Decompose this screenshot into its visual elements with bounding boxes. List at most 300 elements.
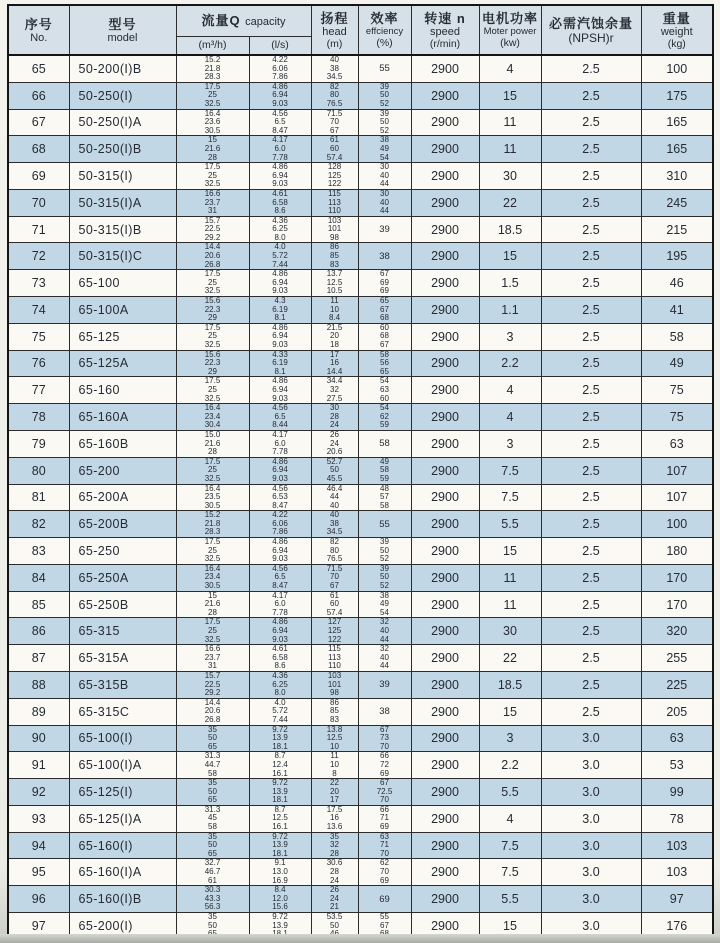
table-row <box>8 216 713 243</box>
table-row <box>8 136 713 163</box>
col-header-model <box>69 5 176 55</box>
col-header-no-zh: 序号 <box>24 16 53 32</box>
row-weight: 176 <box>641 913 713 940</box>
col-header-efficiency-unit: (%) <box>376 37 393 49</box>
row-speed: 2900 <box>411 270 479 297</box>
col-header-head-en: head <box>322 25 347 38</box>
table-row <box>8 189 713 216</box>
row-capacity-ls: 4.61 6.58 8.6 <box>249 645 311 672</box>
row-model: 65-160 <box>69 377 176 404</box>
row-capacity-m3h: 15.6 22.3 29 <box>176 350 249 377</box>
row-efficiency: 30 40 44 <box>358 189 411 216</box>
row-efficiency: 49 58 59 <box>358 457 411 484</box>
row-speed: 2900 <box>411 779 479 806</box>
row-speed: 2900 <box>411 752 479 779</box>
row-speed: 2900 <box>411 725 479 752</box>
row-efficiency: 67 69 69 <box>358 270 411 297</box>
row-model: 65-250B <box>69 591 176 618</box>
row-capacity-m3h: 16.6 23.7 31 <box>176 645 249 672</box>
row-capacity-ls: 4.56 6.5 8.47 <box>249 109 311 136</box>
row-motor-power: 30 <box>479 618 541 645</box>
row-efficiency: 62 70 69 <box>358 859 411 886</box>
row-efficiency: 54 62 59 <box>358 404 411 431</box>
row-motor-power: 3 <box>479 430 541 457</box>
row-model: 65-100(I) <box>69 725 176 752</box>
row-npsh: 3.0 <box>541 725 641 752</box>
table-row <box>8 618 713 645</box>
row-motor-power: 7.5 <box>479 457 541 484</box>
row-model: 65-200A <box>69 484 176 511</box>
row-efficiency: 38 49 54 <box>358 591 411 618</box>
row-capacity-ls: 4.3 6.19 8.1 <box>249 297 311 324</box>
row-capacity-m3h: 17.5 25 32.5 <box>176 323 249 350</box>
row-head: 103 101 98 <box>311 216 358 243</box>
row-capacity-ls: 9.72 13.9 18.1 <box>249 832 311 859</box>
table-row <box>8 243 713 270</box>
row-motor-power: 15 <box>479 698 541 725</box>
row-weight: 58 <box>641 323 713 350</box>
row-model: 50-315(I)A <box>69 189 176 216</box>
row-speed: 2900 <box>411 430 479 457</box>
row-model: 65-125 <box>69 323 176 350</box>
row-capacity-ls: 4.17 6.0 7.78 <box>249 591 311 618</box>
row-model: 50-315(I) <box>69 163 176 190</box>
row-npsh: 2.5 <box>541 404 641 431</box>
row-no: 80 <box>8 457 69 484</box>
row-capacity-m3h: 17.5 25 32.5 <box>176 163 249 190</box>
row-capacity-ls: 4.56 6.5 8.47 <box>249 564 311 591</box>
row-npsh: 2.5 <box>541 645 641 672</box>
row-no: 85 <box>8 591 69 618</box>
row-weight: 100 <box>641 55 713 82</box>
row-head: 35 32 28 <box>311 832 358 859</box>
row-weight: 170 <box>641 591 713 618</box>
row-weight: 75 <box>641 404 713 431</box>
row-efficiency: 55 <box>358 511 411 538</box>
row-weight: 180 <box>641 538 713 565</box>
row-weight: 245 <box>641 189 713 216</box>
row-speed: 2900 <box>411 55 479 82</box>
row-head: 40 38 34.5 <box>311 511 358 538</box>
row-npsh: 2.5 <box>541 538 641 565</box>
row-npsh: 2.5 <box>541 323 641 350</box>
row-model: 65-100(I)A <box>69 752 176 779</box>
row-no: 78 <box>8 404 69 431</box>
table-row <box>8 404 713 431</box>
row-no: 96 <box>8 886 69 913</box>
row-capacity-m3h: 15.7 22.5 29.2 <box>176 671 249 698</box>
row-weight: 46 <box>641 270 713 297</box>
col-header-efficiency-zh: 效率 <box>370 11 399 26</box>
table-row <box>8 430 713 457</box>
row-speed: 2900 <box>411 136 479 163</box>
row-weight: 49 <box>641 350 713 377</box>
row-head: 21.5 20 18 <box>311 323 358 350</box>
col-header-speed-unit: (r/min) <box>429 37 461 50</box>
row-no: 87 <box>8 645 69 672</box>
row-no: 72 <box>8 243 69 270</box>
row-head: 26 24 20.6 <box>311 430 358 457</box>
row-weight: 75 <box>641 377 713 404</box>
row-head: 17.5 16 13.6 <box>311 805 358 832</box>
col-header-npsh-zh: 必需汽蚀余量 <box>548 15 633 31</box>
row-capacity-ls: 4.86 6.94 9.03 <box>249 618 311 645</box>
row-npsh: 2.5 <box>541 430 641 457</box>
row-head: 40 38 34.5 <box>311 55 358 82</box>
row-motor-power: 5.5 <box>479 511 541 538</box>
row-head: 115 113 110 <box>311 645 358 672</box>
col-header-no-en: No. <box>30 31 48 44</box>
row-npsh: 2.5 <box>541 297 641 324</box>
table-row <box>8 805 713 832</box>
row-efficiency: 69 <box>358 886 411 913</box>
row-npsh: 3.0 <box>541 913 641 940</box>
row-capacity-ls: 4.86 6.94 9.03 <box>249 538 311 565</box>
table-row <box>8 270 713 297</box>
row-speed: 2900 <box>411 189 479 216</box>
row-no: 95 <box>8 859 69 886</box>
row-speed: 2900 <box>411 216 479 243</box>
row-npsh: 2.5 <box>541 243 641 270</box>
row-capacity-m3h: 35 50 65 <box>176 832 249 859</box>
row-capacity-ls: 8.7 12.4 16.1 <box>249 752 311 779</box>
row-capacity-m3h: 35 50 65 <box>176 779 249 806</box>
table-row <box>8 779 713 806</box>
row-capacity-m3h: 32.7 46.7 61 <box>176 859 249 886</box>
row-weight: 170 <box>641 564 713 591</box>
row-efficiency: 39 50 52 <box>358 564 411 591</box>
row-model: 65-160(I)B <box>69 886 176 913</box>
table-row <box>8 859 713 886</box>
row-capacity-ls: 4.86 6.94 9.03 <box>249 163 311 190</box>
table-row <box>8 377 713 404</box>
col-header-efficiency <box>358 5 411 55</box>
row-capacity-ls: 4.86 6.94 9.03 <box>249 457 311 484</box>
col-header-speed-zh: 转速 n <box>424 10 466 26</box>
row-motor-power: 11 <box>479 591 541 618</box>
row-capacity-m3h: 35 50 <box>176 913 249 940</box>
row-head: 52.7 50 45.5 <box>311 457 358 484</box>
row-capacity-m3h: 17.5 25 32.5 <box>176 377 249 404</box>
row-speed: 2900 <box>411 564 479 591</box>
row-capacity-ls: 9.72 13.9 18.1 <box>249 779 311 806</box>
row-capacity-ls: 4.36 6.25 8.0 <box>249 671 311 698</box>
row-speed: 2900 <box>411 484 479 511</box>
row-motor-power: 11 <box>479 136 541 163</box>
row-motor-power: 15 <box>479 82 541 109</box>
row-capacity-ls: 9.1 13.0 16.9 <box>249 859 311 886</box>
table-row <box>8 323 713 350</box>
row-capacity-m3h: 15 21.6 28 <box>176 136 249 163</box>
row-capacity-ls: 4.86 6.94 9.03 <box>249 270 311 297</box>
col-header-power-unit: (kw) <box>500 37 520 49</box>
row-no: 79 <box>8 430 69 457</box>
row-weight: 103 <box>641 859 713 886</box>
row-capacity-m3h: 14.4 20.6 26.8 <box>176 243 249 270</box>
table-row <box>8 163 713 190</box>
row-model: 65-315B <box>69 671 176 698</box>
row-motor-power: 15 <box>479 538 541 565</box>
col-header-weight-zh: 重量 <box>662 10 691 26</box>
row-npsh: 3.0 <box>541 886 641 913</box>
row-weight: 100 <box>641 511 713 538</box>
row-capacity-ls: 9.72 13.9 <box>249 913 311 940</box>
row-npsh: 2.5 <box>541 671 641 698</box>
row-motor-power: 4 <box>479 377 541 404</box>
row-capacity-ls: 4.56 6.53 8.47 <box>249 484 311 511</box>
row-capacity-ls: 4.61 6.58 8.6 <box>249 189 311 216</box>
col-header-capacity-m3h: (m³/h) <box>176 36 249 55</box>
row-capacity-m3h: 16.4 23.6 30.5 <box>176 109 249 136</box>
col-header-capacity <box>176 5 311 36</box>
row-weight: 78 <box>641 805 713 832</box>
row-head: 30 28 24 <box>311 404 358 431</box>
row-weight: 99 <box>641 779 713 806</box>
row-motor-power: 11 <box>479 109 541 136</box>
row-capacity-ls: 4.22 6.06 7.86 <box>249 511 311 538</box>
row-capacity-ls: 8.7 12.5 16.1 <box>249 805 311 832</box>
row-motor-power: 2.2 <box>479 752 541 779</box>
row-speed: 2900 <box>411 645 479 672</box>
row-npsh: 2.5 <box>541 216 641 243</box>
row-capacity-ls: 4.17 6.0 7.78 <box>249 430 311 457</box>
row-motor-power: 1.5 <box>479 270 541 297</box>
row-weight: 41 <box>641 297 713 324</box>
row-head: 127 125 122 <box>311 618 358 645</box>
row-head: 61 60 57.4 <box>311 591 358 618</box>
row-weight: 165 <box>641 109 713 136</box>
row-model: 65-200B <box>69 511 176 538</box>
row-capacity-m3h: 16.4 23.5 30.5 <box>176 484 249 511</box>
row-motor-power: 15 <box>479 243 541 270</box>
row-no: 92 <box>8 779 69 806</box>
row-npsh: 2.5 <box>541 350 641 377</box>
row-capacity-m3h: 17.5 25 32.5 <box>176 538 249 565</box>
row-weight: 205 <box>641 698 713 725</box>
row-motor-power: 18.5 <box>479 671 541 698</box>
row-no: 81 <box>8 484 69 511</box>
row-efficiency: 38 49 54 <box>358 136 411 163</box>
row-capacity-m3h: 15.2 21.8 28.3 <box>176 55 249 82</box>
table-row <box>8 752 713 779</box>
row-speed: 2900 <box>411 404 479 431</box>
row-speed: 2900 <box>411 457 479 484</box>
row-capacity-m3h: 17.5 25 32.5 <box>176 618 249 645</box>
row-weight: 310 <box>641 163 713 190</box>
row-model: 65-100 <box>69 270 176 297</box>
row-weight: 97 <box>641 886 713 913</box>
row-capacity-m3h: 17.5 25 32.5 <box>176 82 249 109</box>
row-npsh: 2.5 <box>541 511 641 538</box>
row-efficiency: 39 50 52 <box>358 538 411 565</box>
row-speed: 2900 <box>411 859 479 886</box>
row-head: 86 85 83 <box>311 698 358 725</box>
row-efficiency: 54 63 60 <box>358 377 411 404</box>
table-row <box>8 832 713 859</box>
row-no: 77 <box>8 377 69 404</box>
col-header-weight-unit: (kg) <box>667 37 686 50</box>
row-no: 83 <box>8 538 69 565</box>
row-speed: 2900 <box>411 323 479 350</box>
row-speed: 2900 <box>411 377 479 404</box>
row-npsh: 2.5 <box>541 484 641 511</box>
row-no: 90 <box>8 725 69 752</box>
row-no: 93 <box>8 805 69 832</box>
row-capacity-ls: 9.72 13.9 18.1 <box>249 725 311 752</box>
col-header-weight <box>641 5 713 55</box>
row-capacity-m3h: 17.5 25 32.5 <box>176 270 249 297</box>
row-capacity-m3h: 15.0 21.6 28 <box>176 430 249 457</box>
row-model: 65-160(I)A <box>69 859 176 886</box>
row-npsh: 2.5 <box>541 109 641 136</box>
row-capacity-m3h: 15.6 22.3 29 <box>176 297 249 324</box>
row-capacity-ls: 4.56 6.5 8.44 <box>249 404 311 431</box>
table-row <box>8 457 713 484</box>
row-speed: 2900 <box>411 805 479 832</box>
table-row <box>8 886 713 913</box>
row-head: 13.7 12.5 10.5 <box>311 270 358 297</box>
row-model: 65-315A <box>69 645 176 672</box>
row-weight: 107 <box>641 484 713 511</box>
row-npsh: 3.0 <box>541 805 641 832</box>
row-model: 50-200(I)B <box>69 55 176 82</box>
col-header-weight-en: weight <box>660 25 693 38</box>
row-head: 13.8 12.5 10 <box>311 725 358 752</box>
row-efficiency: 32 40 44 <box>358 618 411 645</box>
row-efficiency: 60 68 67 <box>358 323 411 350</box>
row-speed: 2900 <box>411 886 479 913</box>
row-no: 69 <box>8 163 69 190</box>
row-weight: 53 <box>641 752 713 779</box>
row-no: 84 <box>8 564 69 591</box>
table-row <box>8 591 713 618</box>
row-motor-power: 5.5 <box>479 779 541 806</box>
row-model: 65-250A <box>69 564 176 591</box>
row-capacity-m3h: 15.7 22.5 29.2 <box>176 216 249 243</box>
col-header-capacity-ls: (l/s) <box>249 36 311 55</box>
row-speed: 2900 <box>411 538 479 565</box>
row-weight: 63 <box>641 725 713 752</box>
row-no: 91 <box>8 752 69 779</box>
row-motor-power: 5.5 <box>479 886 541 913</box>
col-header-speed-en: speed <box>430 25 460 38</box>
row-head: 71.5 70 67 <box>311 109 358 136</box>
col-header-efficiency-en: effciency <box>365 26 404 37</box>
row-head: 86 85 83 <box>311 243 358 270</box>
row-speed: 2900 <box>411 618 479 645</box>
row-efficiency: 58 <box>358 430 411 457</box>
col-header-no <box>8 5 69 55</box>
row-no: 76 <box>8 350 69 377</box>
row-model: 65-315 <box>69 618 176 645</box>
row-npsh: 2.5 <box>541 270 641 297</box>
row-capacity-ls: 4.0 5.72 7.44 <box>249 243 311 270</box>
row-npsh: 3.0 <box>541 752 641 779</box>
row-head: 11 10 8 <box>311 752 358 779</box>
table-row <box>8 698 713 725</box>
row-motor-power: 7.5 <box>479 484 541 511</box>
row-speed: 2900 <box>411 82 479 109</box>
row-no: 89 <box>8 698 69 725</box>
row-weight: 175 <box>641 82 713 109</box>
row-head: 11 10 8.4 <box>311 297 358 324</box>
row-weight: 225 <box>641 671 713 698</box>
row-efficiency: 55 67 <box>358 913 411 940</box>
row-motor-power: 22 <box>479 189 541 216</box>
row-motor-power: 2.2 <box>479 350 541 377</box>
table-row <box>8 484 713 511</box>
row-speed: 2900 <box>411 832 479 859</box>
row-motor-power: 22 <box>479 645 541 672</box>
row-no: 66 <box>8 82 69 109</box>
row-capacity-m3h: 14.4 20.6 26.8 <box>176 698 249 725</box>
row-speed: 2900 <box>411 297 479 324</box>
row-npsh: 2.5 <box>541 82 641 109</box>
pump-spec-table <box>7 4 714 941</box>
row-capacity-m3h: 15 21.6 28 <box>176 591 249 618</box>
row-weight: 320 <box>641 618 713 645</box>
row-speed: 2900 <box>411 350 479 377</box>
row-speed: 2900 <box>411 698 479 725</box>
row-no: 82 <box>8 511 69 538</box>
table-header <box>8 5 713 55</box>
row-npsh: 2.5 <box>541 618 641 645</box>
col-header-head <box>311 5 358 55</box>
row-speed: 2900 <box>411 163 479 190</box>
row-head: 71.5 70 67 <box>311 564 358 591</box>
row-capacity-m3h: 17.5 25 32.5 <box>176 457 249 484</box>
row-head: 22 20 17 <box>311 779 358 806</box>
row-speed: 2900 <box>411 511 479 538</box>
row-model: 50-250(I)B <box>69 136 176 163</box>
row-model: 65-125A <box>69 350 176 377</box>
row-model: 65-125(I) <box>69 779 176 806</box>
row-capacity-ls: 4.86 6.94 9.03 <box>249 323 311 350</box>
col-header-npsh <box>541 5 641 55</box>
row-no: 86 <box>8 618 69 645</box>
row-capacity-ls: 4.86 6.94 9.03 <box>249 377 311 404</box>
col-header-head-unit: (m) <box>326 37 343 50</box>
row-efficiency: 66 71 69 <box>358 805 411 832</box>
row-head: 82 80 76.5 <box>311 82 358 109</box>
page-edge-shadow <box>0 934 720 943</box>
row-npsh: 3.0 <box>541 832 641 859</box>
row-model: 65-100A <box>69 297 176 324</box>
row-speed: 2900 <box>411 109 479 136</box>
row-efficiency: 39 50 52 <box>358 82 411 109</box>
col-header-model-zh: 型号 <box>108 16 137 32</box>
row-model: 65-200(I) <box>69 913 176 940</box>
row-motor-power: 1.1 <box>479 297 541 324</box>
col-header-capacity-zh: 流量Q <box>201 12 241 28</box>
row-npsh: 2.5 <box>541 591 641 618</box>
row-efficiency: 39 <box>358 216 411 243</box>
table-row <box>8 511 713 538</box>
row-capacity-ls: 4.22 6.06 7.86 <box>249 55 311 82</box>
row-weight: 165 <box>641 136 713 163</box>
table-body <box>8 55 713 940</box>
row-npsh: 2.5 <box>541 163 641 190</box>
col-header-head-zh: 扬程 <box>320 10 349 26</box>
row-npsh: 3.0 <box>541 859 641 886</box>
row-motor-power: 11 <box>479 564 541 591</box>
row-model: 65-315C <box>69 698 176 725</box>
row-npsh: 2.5 <box>541 698 641 725</box>
row-efficiency: 39 50 52 <box>358 109 411 136</box>
col-header-power-en: Moter power <box>483 26 537 37</box>
col-header-model-en: model <box>107 31 138 44</box>
row-capacity-m3h: 16.4 23.4 30.4 <box>176 404 249 431</box>
